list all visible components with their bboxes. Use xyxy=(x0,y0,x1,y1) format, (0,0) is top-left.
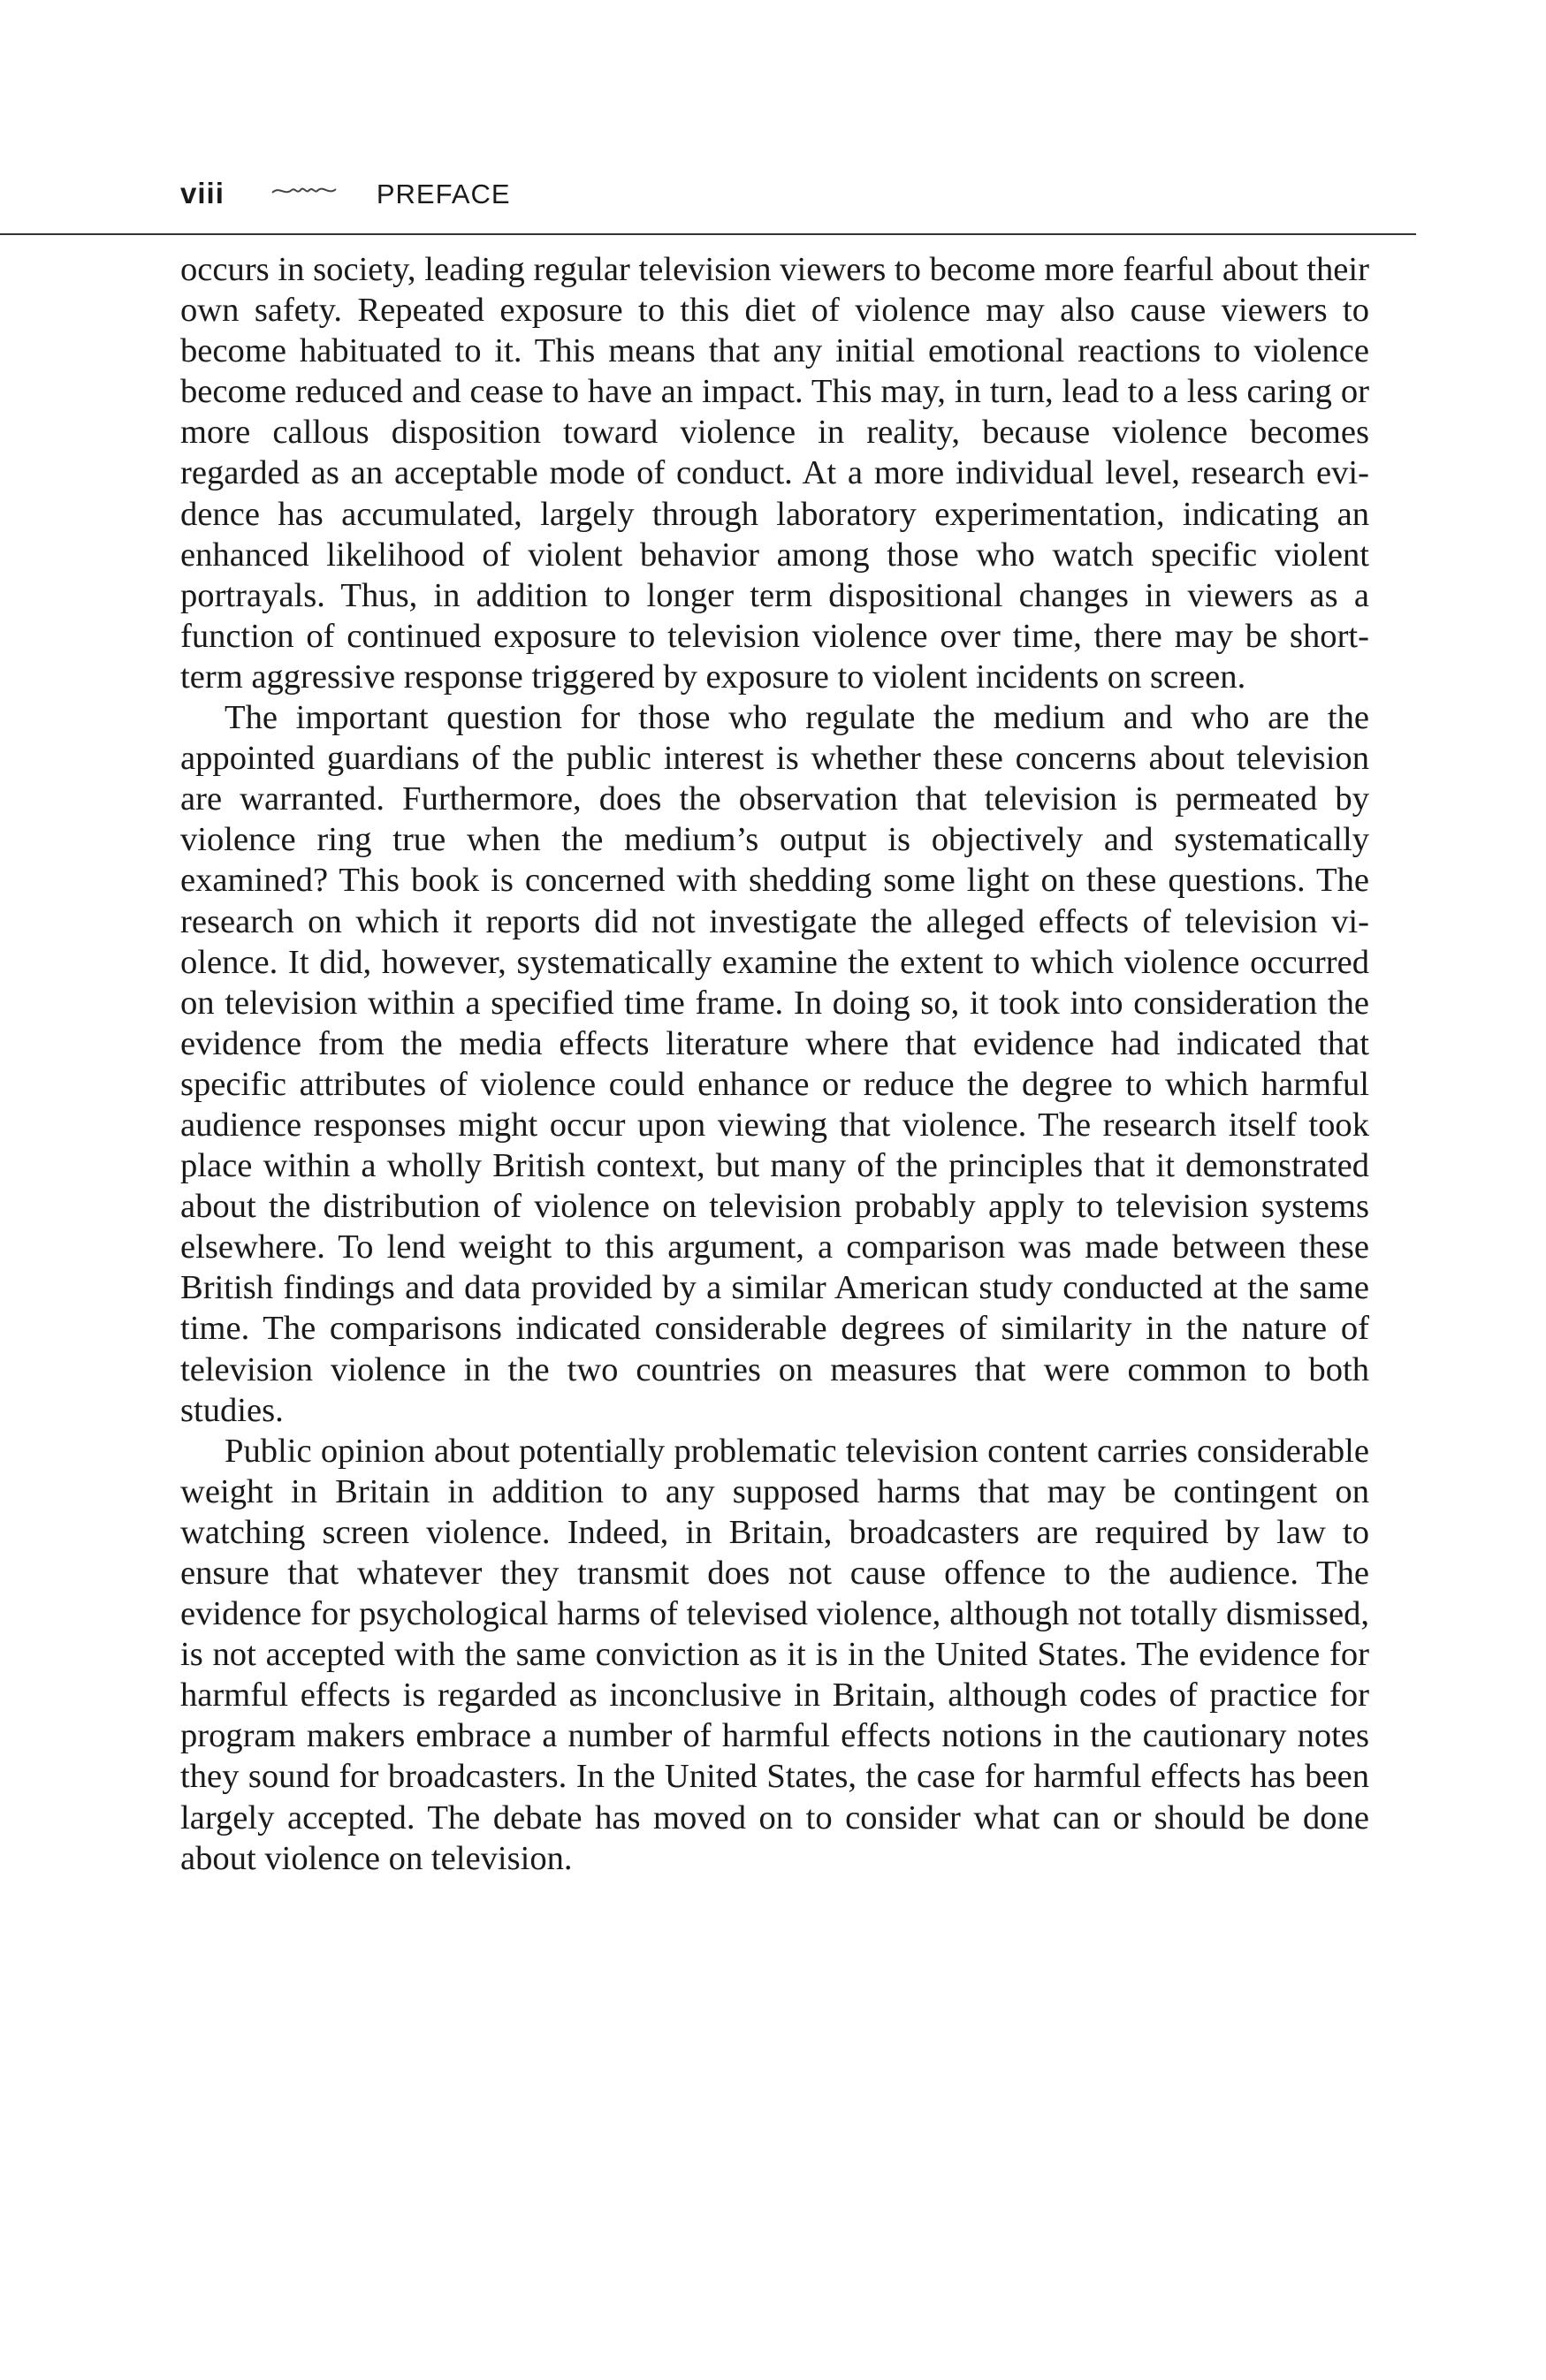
running-head: PREFACE xyxy=(376,179,511,209)
header-divider xyxy=(0,233,1416,235)
ornament-flourish-icon xyxy=(270,182,338,200)
body-text xyxy=(180,249,1369,1879)
page-header xyxy=(180,177,511,230)
paragraph: Public opinion about potentially problematic television content carries considerable weight in Britain in addition to any supposed harms that may be contingent on watching screen violence. Indeed, in Britain, broadcasters are required by law to ensure that whatever they transmit does not cause offence to the audience. The evidence for psychological harms of televised violence, although not totally dismissed, is not accepted with the same conviction as it is in the United States. The evidence for harmful effects is regarded as inconclusive in Britain, although codes of practice for program makers embrace a number of harmful effects notions in the cautionary notes they sound for broadcasters. In the United States, the case for harmful effects has been largely accepted. The debate has moved on to consider what can or should be done about violence on television. xyxy=(180,1432,1369,1877)
page-number: viii xyxy=(180,177,225,209)
paragraph: occurs in society, leading regular television viewers to become more fearful about their own safety. Repeated exposure to this diet of violence may also cause viewers to become habituated to it. This means that any initial emotional reactions to violence become reduced and cease to have an impact. This may, in turn, lead to a less caring or more callous disposition toward violence in reality, because violence becomes regarded as an acceptable mode of conduct. At a more individual level, research evidence has accumulated, largely through laboratory experimentation, indicating an enhanced likelihood of violent behavior among those who watch specific violent portrayals. Thus, in addition to longer term dispositional changes in viewers as a function of continued exposure to television violence over time, there may be short-term aggressive response triggered by exposure to violent incidents on screen. xyxy=(180,251,1369,696)
paragraph: The important question for those who regulate the medium and who are the appointed guardians of the public interest is whether these concerns about television are warranted. Furthermore, does the observation that television is permeated by violence ring true when the medium’s output is objectively and systematically examined? This book is concerned with shedding some light on these questions. The research on which it reports did not investigate the alleged effects of television violence. It did, however, systematically examine the extent to which violence occurred on television within a specified time frame. In doing so, it took into consideration the evidence from the media effects literature where that evidence had indicated that specific attributes of violence could enhance or reduce the degree to which harmful audience responses might occur upon viewing that violence. The research itself took place within a wholly British context, but many of the principles that it demonstrated about the distribution of violence on television probably apply to television systems elsewhere. To lend weight to this argument, a comparison was made between these British findings and data provided by a similar American study conducted at the same time. The comparisons indicated considerable degrees of similarity in the nature of television violence in the two countries on measures that were common to both studies. xyxy=(180,699,1369,1429)
